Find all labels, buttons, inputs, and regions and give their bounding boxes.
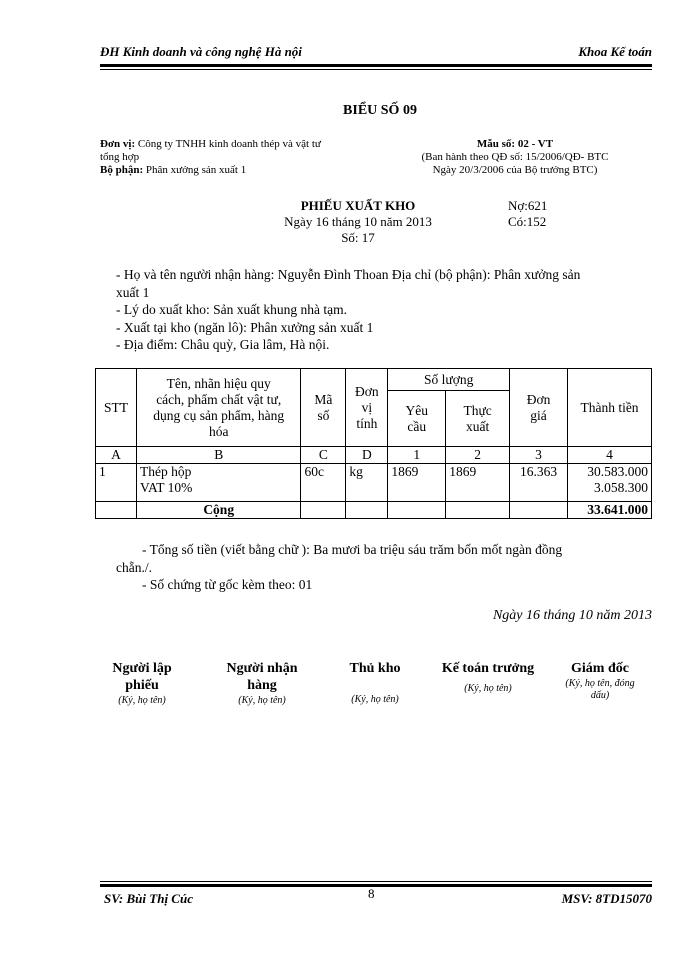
document-title: BIỂU SỐ 09 <box>343 103 417 118</box>
row-actual: 1869 <box>446 464 510 502</box>
row-code: 60c <box>301 464 346 502</box>
credit-account: Có:152 <box>508 214 547 229</box>
header-code: Mã số <box>301 369 346 447</box>
form-code: Mẫu số: 02 - VT <box>476 138 554 150</box>
header-rule <box>100 64 652 67</box>
header-name: Tên, nhãn hiệu quy cách, phẩm chất vật tư, dụng cụ sản phẩm, hàng hóa <box>136 369 300 447</box>
form-line3: Ngày 20/3/2006 của Bộ trưởng BTC) <box>432 164 598 176</box>
col-code: C <box>301 447 346 464</box>
col-code: 2 <box>446 447 510 464</box>
signature-chief-accountant: Kế toán trưởng (Ký, họ tên) <box>441 661 535 694</box>
footer-student: SV: Bùi Thị Cúc <box>104 891 193 906</box>
unit-label: Đơn vị: <box>100 138 136 150</box>
col-code: 3 <box>510 447 568 464</box>
row-price: 16.363 <box>510 464 568 502</box>
info-recipient: - Họ và tên người nhận hàng: Nguyễn Đình Thoan Địa chỉ (bộ phận): Phân xưởng sản <box>116 267 581 282</box>
row-requested: 1869 <box>388 464 446 502</box>
column-code-row <box>96 447 652 464</box>
total-row <box>96 502 652 519</box>
info-block <box>116 266 656 354</box>
header-quantity: Số lượng <box>388 369 510 391</box>
footer-rule <box>100 884 652 887</box>
header-unit: Đơn vị tính <box>346 369 388 447</box>
header-amount: Thành tiền <box>568 369 652 447</box>
col-code: B <box>136 447 300 464</box>
form-line2: (Ban hành theo QĐ số: 15/2006/QĐ- BTC <box>421 151 609 163</box>
summary-amount-words-cont: chẵn./. <box>116 559 152 575</box>
col-code: D <box>346 447 388 464</box>
signature-director: Giám đốc (Ký, họ tên, đóng dấu) <box>565 661 635 701</box>
header-price: Đơn giá <box>510 369 568 447</box>
header-actual: Thực xuất <box>446 391 510 447</box>
row-stt: 1 <box>96 464 137 502</box>
header-rule-thin <box>100 69 652 70</box>
footer-rule-thin <box>100 881 652 882</box>
signature-preparer: Người lập phiếu (Ký, họ tên) <box>112 661 172 706</box>
header-stt: STT <box>96 369 137 447</box>
form-code-block <box>380 138 650 177</box>
info-recipient-cont: xuất 1 <box>116 284 150 300</box>
debit-account: Nợ:621 <box>508 198 548 213</box>
total-label: Cộng <box>136 502 300 519</box>
signature-recipient: Người nhận hàng (Ký, họ tên) <box>226 661 298 706</box>
dept-label: Bộ phận: <box>100 164 144 176</box>
header-requested: Yêu cầu <box>388 391 446 447</box>
slip-date: Ngày 16 tháng 10 năm 2013 <box>284 214 432 229</box>
header-left: ĐH Kinh doanh và công nghệ Hà nội <box>100 44 302 59</box>
total-amount: 33.641.000 <box>568 502 652 519</box>
dept-value: Phân xưởng sản xuất 1 <box>145 164 247 176</box>
slip-title: PHIẾU XUẤT KHO <box>300 198 416 213</box>
row-amount: 30.583.000 3.058.300 <box>568 464 652 502</box>
row-name: Thép hộp VAT 10% <box>136 464 300 502</box>
summary-block <box>116 541 656 594</box>
sign-date: Ngày 16 tháng 10 năm 2013 <box>492 608 652 623</box>
info-warehouse: - Xuất tại kho (ngăn lô): Phân xưởng sản xuất 1 <box>116 319 374 335</box>
col-code: 1 <box>388 447 446 464</box>
header-right: Khoa Kế toán <box>578 44 652 59</box>
slip-number: Số: 17 <box>341 230 375 245</box>
slip-heading <box>248 198 468 246</box>
row-unit: kg <box>346 464 388 502</box>
footer-student-id: MSV: 8TD15070 <box>561 891 652 906</box>
info-reason: - Lý do xuất kho: Sản xuất khung nhà tạm. <box>116 302 347 317</box>
col-code: A <box>96 447 137 464</box>
goods-table <box>95 368 652 519</box>
unit-value-line2: tổng hợp <box>100 151 140 163</box>
col-code: 4 <box>568 447 652 464</box>
table-row <box>96 464 652 502</box>
signature-storekeeper: Thủ kho (Ký, họ tên) <box>349 661 401 705</box>
summary-attached-docs: - Số chứng từ gốc kèm theo: 01 <box>142 577 313 592</box>
unit-block <box>100 138 380 177</box>
summary-amount-words: - Tổng số tiền (viết bằng chữ ): Ba mươi ba triệu sáu trăm bốn mốt ngàn đồng <box>142 542 563 557</box>
unit-value-line1: Công ty TNHH kinh doanh thép và vật tư <box>137 138 321 150</box>
page-number: 8 <box>368 886 375 901</box>
info-location: - Địa điểm: Châu quỳ, Gia lâm, Hà nội. <box>116 337 330 352</box>
